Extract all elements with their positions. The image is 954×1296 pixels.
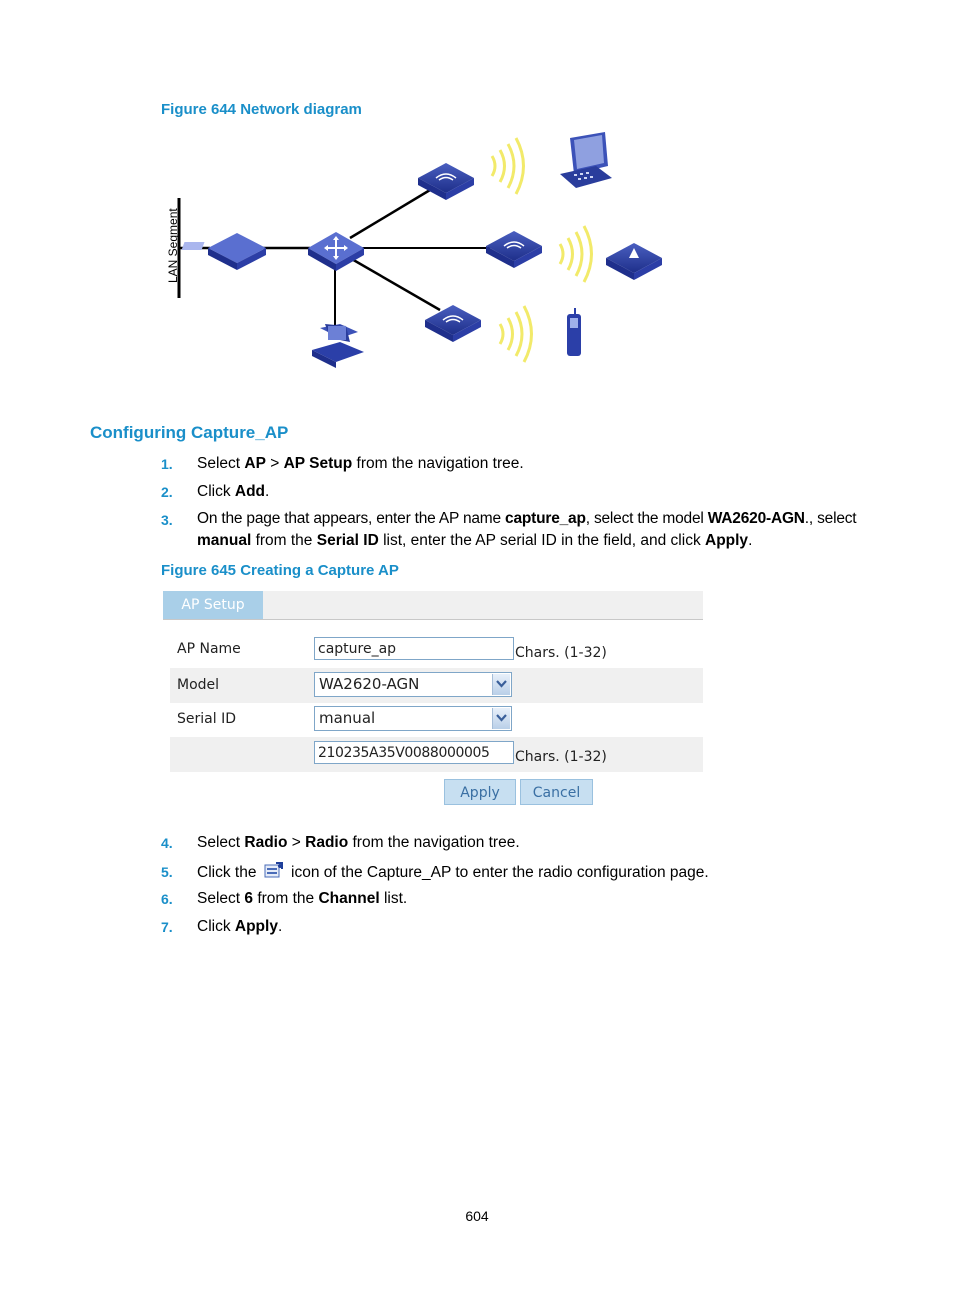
serial-id-hint: Chars. (1-32) — [515, 749, 607, 765]
step-text: Select 6 from the Channel list. — [197, 890, 408, 907]
model-select-value: WA2620-AGN — [319, 675, 420, 693]
step-text: Click Apply. — [197, 918, 283, 935]
access-point-icon — [606, 243, 662, 280]
pc-icon — [312, 324, 364, 368]
step-text: Select Radio > Radio from the navigation tree. — [197, 834, 520, 851]
serial-id-select-value: manual — [319, 709, 376, 727]
network-diagram — [150, 128, 690, 378]
access-point-icon — [425, 305, 481, 342]
figure-645-caption: Figure 645 Creating a Capture AP — [161, 562, 399, 579]
serial-id-input[interactable]: 210235A35V0088000005 — [314, 741, 514, 764]
step-text: manual from the Serial ID list, enter the AP serial ID in the field, and click Apply. — [197, 532, 753, 549]
serial-id-label: Serial ID — [177, 711, 236, 727]
serial-input-row — [170, 737, 703, 772]
ap-name-hint: Chars. (1-32) — [515, 645, 607, 661]
form-tabbar — [163, 591, 703, 620]
tab-ap-setup[interactable]: AP Setup — [163, 591, 263, 619]
model-row — [170, 668, 703, 703]
access-point-icon — [418, 163, 474, 200]
step-number: 2. — [161, 484, 173, 500]
ap-name-row — [170, 633, 703, 668]
step-number: 3. — [161, 512, 173, 528]
router-icon — [182, 233, 266, 270]
step-number: 5. — [161, 864, 173, 880]
model-select[interactable] — [314, 672, 512, 697]
chevron-down-icon[interactable] — [492, 674, 510, 695]
page-number: 604 — [465, 1208, 489, 1224]
chevron-down-icon[interactable] — [492, 708, 510, 729]
phone-icon — [567, 308, 581, 356]
wireless-signal-icon — [500, 306, 532, 362]
switch-icon — [308, 232, 364, 271]
apply-button[interactable]: Apply — [444, 779, 516, 805]
ap-name-label: AP Name — [177, 641, 241, 657]
model-label: Model — [177, 677, 220, 693]
radio-config-icon — [264, 862, 284, 880]
step-text: Click Add. — [197, 483, 270, 500]
step-number: 4. — [161, 835, 173, 851]
step-text: On the page that appears, enter the AP name capture_ap, select the model WA2620-AGN., select — [197, 510, 857, 527]
laptop-icon — [560, 132, 612, 188]
access-point-icon — [486, 231, 542, 268]
step-text: Click the icon of the Capture_AP to enter the radio configuration page. — [197, 864, 709, 881]
lan-segment-label: LAN Segment — [166, 208, 180, 283]
serial-id-row — [170, 702, 703, 737]
step-text: Select AP > AP Setup from the navigation tree. — [197, 455, 524, 472]
section-title: Configuring Capture_AP — [90, 423, 289, 442]
step-number: 6. — [161, 891, 173, 907]
step-number: 7. — [161, 919, 173, 935]
ap-name-input[interactable]: capture_ap — [314, 637, 514, 660]
cancel-button[interactable]: Cancel — [520, 779, 593, 805]
serial-id-select[interactable] — [314, 706, 512, 731]
wireless-signal-icon — [560, 226, 592, 282]
figure-644-caption: Figure 644 Network diagram — [161, 101, 362, 118]
wireless-signal-icon — [492, 138, 524, 194]
step-number: 1. — [161, 456, 173, 472]
